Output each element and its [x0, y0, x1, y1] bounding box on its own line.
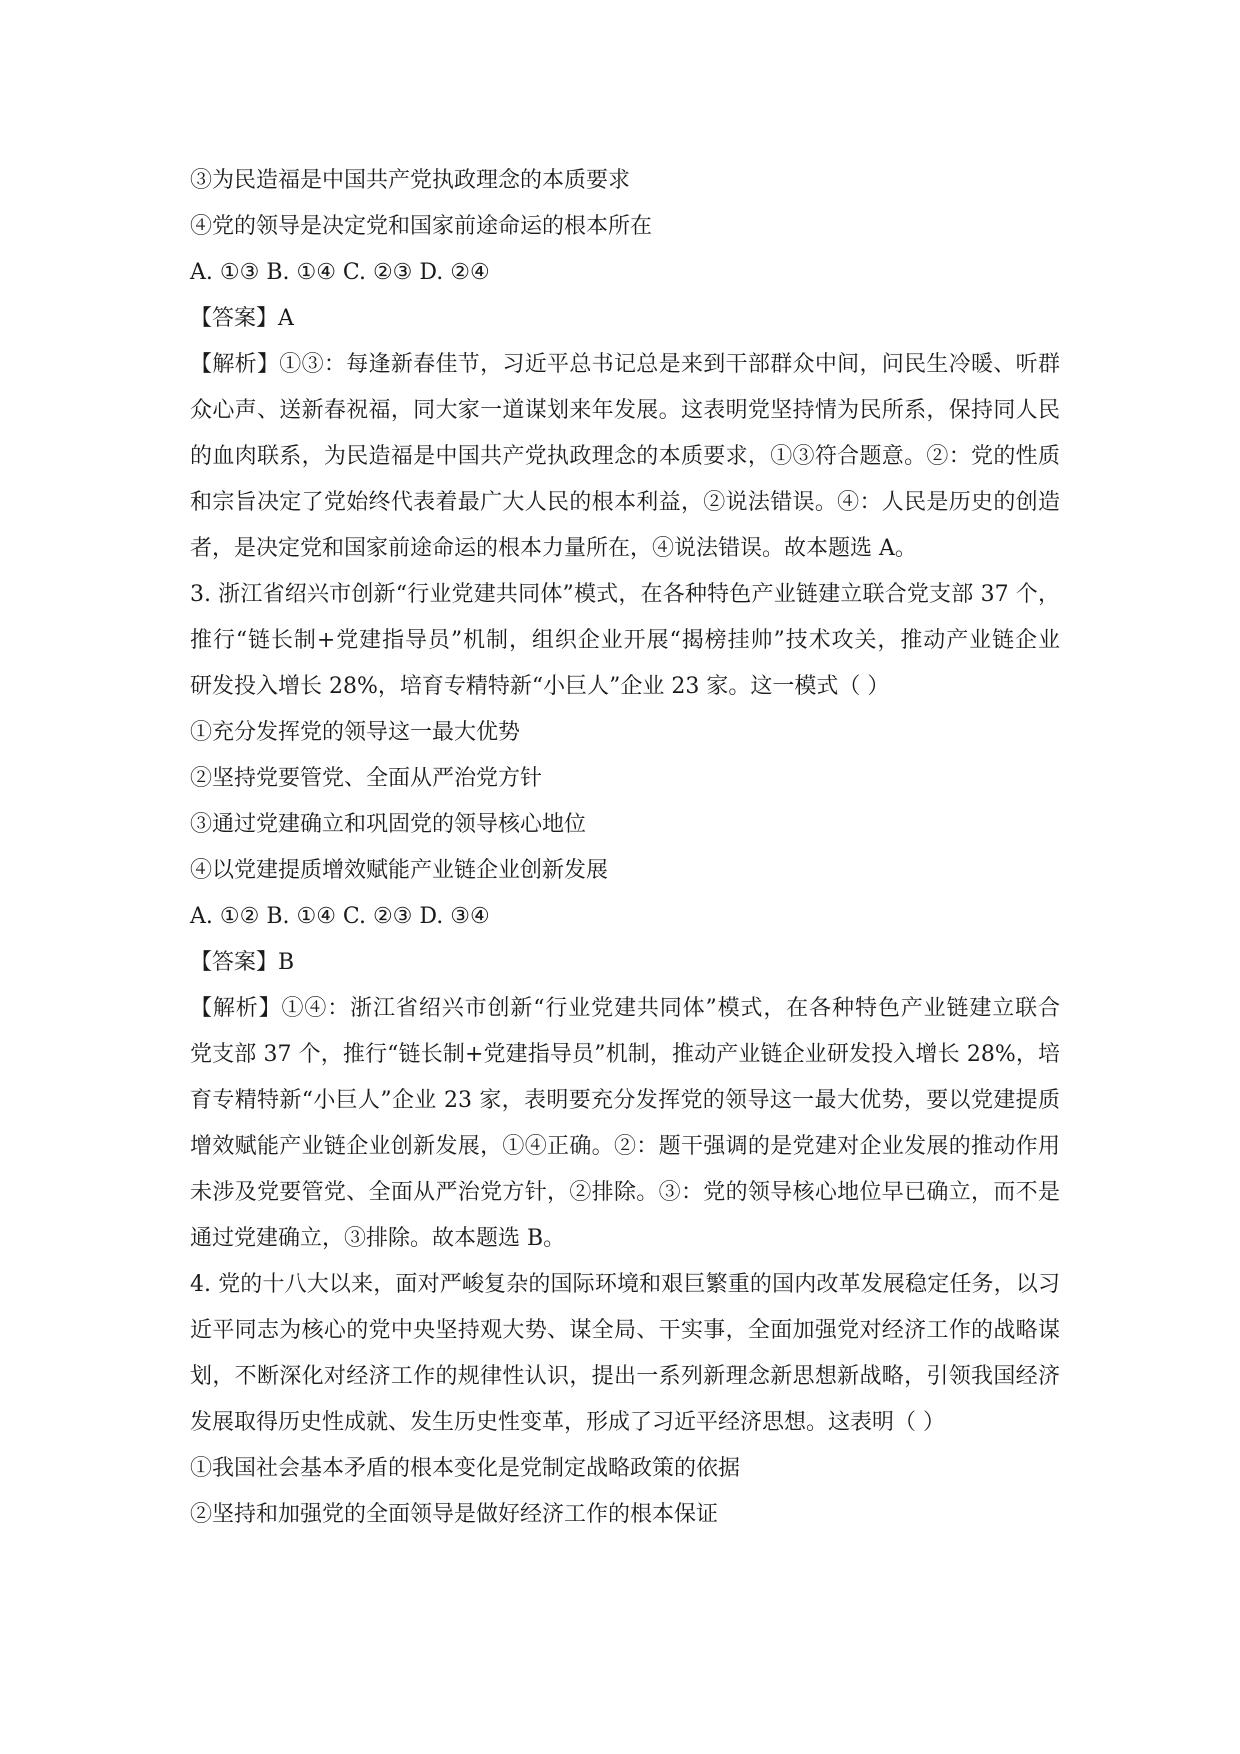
- analysis-line: 和宗旨决定了党始终代表着最广大人民的根本利益，②说法错误。④：人民是历史的创造: [190, 490, 1060, 515]
- option-4: ④以党建提质增效赋能产业链企业创新发展: [190, 858, 609, 883]
- analysis-line: 育专精特新“小巨人”企业 23 家，表明要充分发挥党的领导这一最大优势，要以党建提质: [190, 1088, 1060, 1113]
- answer-label: 【答案】B: [190, 950, 295, 975]
- analysis-line: 增效赋能产业链企业创新发展，①④正确。②：题干强调的是党建对企业发展的推动作用: [190, 1134, 1060, 1159]
- option-2: ②坚持和加强党的全面领导是做好经济工作的根本保证: [190, 1502, 719, 1527]
- analysis-line: 党支部 37 个，推行“链长制+党建指导员”机制，推动产业链企业研发投入增长 28%，培: [190, 1042, 1060, 1067]
- question-4-stem: 划，不断深化对经济工作的规律性认识，提出一系列新理念新思想新战略，引领我国经济: [190, 1364, 1060, 1389]
- option-1: ①我国社会基本矛盾的根本变化是党制定战略政策的依据: [190, 1456, 741, 1481]
- answer-choices: A. ①② B. ①④ C. ②③ D. ③④: [190, 904, 490, 929]
- question-4-stem: 发展取得历史性成就、发生历史性变革，形成了习近平经济思想。这表明（ ）: [190, 1410, 945, 1435]
- answer-label: 【答案】A: [190, 306, 294, 331]
- document-body: [190, 158, 1060, 1538]
- analysis-line: 者，是决定党和国家前途命运的根本力量所在，④说法错误。故本题选 A。: [190, 536, 917, 561]
- analysis-line: 通过党建确立，③排除。故本题选 B。: [190, 1226, 566, 1251]
- option-3: ③为民造福是中国共产党执政理念的本质要求: [190, 168, 631, 193]
- analysis-line: 【解析】①③：每逢新春佳节，习近平总书记总是来到干部群众中间，问民生冷暖、听群: [190, 352, 1060, 377]
- analysis-line: 众心声、送新春祝福，同大家一道谋划来年发展。这表明党坚持情为民所系，保持同人民: [190, 398, 1060, 423]
- analysis-line: 【解析】①④：浙江省绍兴市创新“行业党建共同体”模式，在各种特色产业链建立联合: [190, 996, 1060, 1021]
- option-1: ①充分发挥党的领导这一最大优势: [190, 720, 521, 745]
- question-4-stem: 近平同志为核心的党中央坚持观大势、谋全局、干实事，全面加强党对经济工作的战略谋: [190, 1318, 1060, 1343]
- analysis-line: 的血肉联系，为民造福是中国共产党执政理念的本质要求，①③符合题意。②：党的性质: [190, 444, 1060, 469]
- option-3: ③通过党建确立和巩固党的领导核心地位: [190, 812, 587, 837]
- question-3-stem: 研发投入增长 28%，培育专精特新“小巨人”企业 23 家。这一模式（ ）: [190, 674, 890, 699]
- answer-choices: A. ①③ B. ①④ C. ②③ D. ②④: [190, 260, 490, 285]
- question-3-stem: 推行“链长制+党建指导员”机制，组织企业开展“揭榜挂帅”技术攻关，推动产业链企业: [190, 628, 1060, 653]
- question-4-stem: 4. 党的十八大以来，面对严峻复杂的国际环境和艰巨繁重的国内改革发展稳定任务，以习: [190, 1272, 1060, 1297]
- analysis-line: 未涉及党要管党、全面从严治党方针，②排除。③：党的领导核心地位早已确立，而不是: [190, 1180, 1060, 1205]
- question-3-stem: 3. 浙江省绍兴市创新“行业党建共同体”模式，在各种特色产业链建立联合党支部 37 个，: [190, 582, 1060, 607]
- option-2: ②坚持党要管党、全面从严治党方针: [190, 766, 543, 791]
- option-4: ④党的领导是决定党和国家前途命运的根本所在: [190, 214, 653, 239]
